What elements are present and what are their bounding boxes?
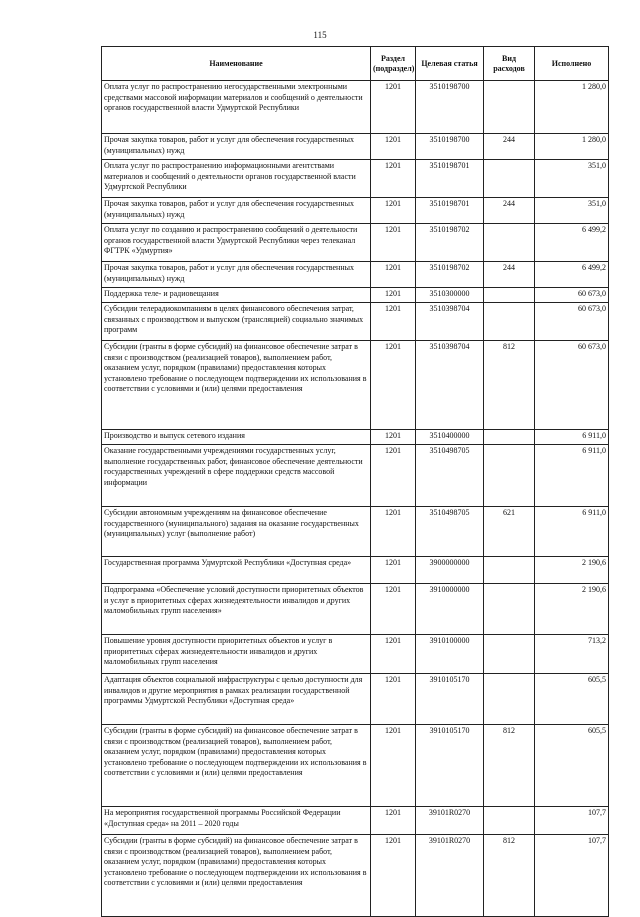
table-row [102, 81, 609, 134]
cell-name: Субсидии автономным учреждениям на финансовое обеспечение государственного (муниципального) задания на оказание государственных (муниципальных) услуг (выполнение работ) [102, 507, 371, 557]
cell-name: Прочая закупка товаров, работ и услуг для обеспечения государственных (муниципальных) нужд [102, 134, 371, 160]
cell-name: Подпрограмма «Обеспечение условий доступности приоритетных объектов и услуг в приоритетных сферах жизнедеятельности инвалидов и других маломобильных групп населения» [102, 584, 371, 635]
cell-target: 3510498705 [416, 507, 484, 557]
cell-expense-type: 812 [484, 341, 535, 430]
cell-name: Субсидии (гранты в форме субсидий) на финансовое обеспечение затрат в связи с производством (реализацией товаров), выполнением работ, оказанием услуг, порядком (правилами) предоставления которых установлено требование о последующем подтверждении их использования в соответствии с условиями и (или) целями предоставления [102, 341, 371, 430]
cell-executed: 351,0 [535, 198, 609, 224]
cell-name: Производство и выпуск сетевого издания [102, 430, 371, 445]
table-row [102, 674, 609, 725]
cell-target: 3510198702 [416, 224, 484, 262]
cell-expense-type [484, 674, 535, 725]
cell-section: 1201 [371, 725, 416, 807]
cell-target: 3910105170 [416, 674, 484, 725]
cell-section: 1201 [371, 341, 416, 430]
cell-name: Субсидии телерадиокомпаниям в целях финансового обеспечения затрат, связанных с производством и выпуском (трансляцией) социально значимых программ [102, 303, 371, 341]
table-row [102, 445, 609, 507]
table-row [102, 807, 609, 835]
cell-executed: 713,2 [535, 635, 609, 674]
cell-executed: 60 673,0 [535, 288, 609, 303]
cell-section: 1201 [371, 224, 416, 262]
cell-target: 3910105170 [416, 725, 484, 807]
table-row [102, 725, 609, 807]
cell-name: Оплата услуг по распространению информационными агентствами материалов и сообщений о деятельности органов государственной власти Удмуртской Республики [102, 160, 371, 198]
cell-target: 3910000000 [416, 584, 484, 635]
cell-target: 3510198701 [416, 160, 484, 198]
cell-executed: 107,7 [535, 807, 609, 835]
cell-section: 1201 [371, 303, 416, 341]
cell-section: 1201 [371, 507, 416, 557]
page-number: 115 [313, 30, 327, 40]
header-expense-type: Вид расходов [484, 47, 535, 81]
table-header [102, 47, 609, 81]
cell-expense-type: 812 [484, 835, 535, 917]
cell-expense-type [484, 807, 535, 835]
cell-expense-type [484, 224, 535, 262]
table-row [102, 303, 609, 341]
cell-target: 3510400000 [416, 430, 484, 445]
cell-executed: 107,7 [535, 835, 609, 917]
cell-target: 3900000000 [416, 557, 484, 584]
cell-target: 3510498705 [416, 445, 484, 507]
cell-target: 3510300000 [416, 288, 484, 303]
cell-executed: 60 673,0 [535, 303, 609, 341]
budget-execution-table [101, 46, 609, 917]
cell-section: 1201 [371, 445, 416, 507]
cell-expense-type: 244 [484, 198, 535, 224]
header-section: Раздел (подраздел) [371, 47, 416, 81]
cell-expense-type: 812 [484, 725, 535, 807]
cell-target: 39101R0270 [416, 835, 484, 917]
cell-section: 1201 [371, 134, 416, 160]
cell-name: Оплата услуг по созданию и распространению сообщений о деятельности органов государственной власти Удмуртской Республики через телеканал ФГТРК «Удмуртия» [102, 224, 371, 262]
cell-section: 1201 [371, 81, 416, 134]
cell-expense-type [484, 303, 535, 341]
cell-expense-type: 244 [484, 262, 535, 288]
cell-name: Прочая закупка товаров, работ и услуг для обеспечения государственных (муниципальных) нужд [102, 262, 371, 288]
cell-section: 1201 [371, 160, 416, 198]
cell-name: Субсидии (гранты в форме субсидий) на финансовое обеспечение затрат в связи с производством (реализацией товаров), выполнением работ, оказанием услуг, порядком (правилами) предоставления которых установлено требование о последующем подтверждении их использования в соответствии с условиями и (или) целями предоставления [102, 835, 371, 917]
cell-expense-type [484, 288, 535, 303]
cell-executed: 6 911,0 [535, 445, 609, 507]
cell-target: 39101R0270 [416, 807, 484, 835]
cell-target: 3510198700 [416, 81, 484, 134]
cell-section: 1201 [371, 557, 416, 584]
table-row [102, 198, 609, 224]
cell-executed: 6 499,2 [535, 224, 609, 262]
cell-expense-type: 244 [484, 134, 535, 160]
table-row [102, 262, 609, 288]
cell-expense-type [484, 445, 535, 507]
cell-name: На мероприятия государственной программы Российской Федерации «Доступная среда» на 2011 – 2020 годы [102, 807, 371, 835]
table-row [102, 160, 609, 198]
cell-section: 1201 [371, 807, 416, 835]
cell-section: 1201 [371, 198, 416, 224]
cell-executed: 351,0 [535, 160, 609, 198]
table-row [102, 507, 609, 557]
header-row [102, 47, 609, 81]
table-row [102, 430, 609, 445]
cell-expense-type [484, 635, 535, 674]
cell-section: 1201 [371, 288, 416, 303]
cell-name: Оказание государственными учреждениями государственных услуг, выполнение государственных работ, финансовое обеспечение деятельности государственных учреждений в сфере поддержки средств массовой информации [102, 445, 371, 507]
cell-name: Государственная программа Удмуртской Республики «Доступная среда» [102, 557, 371, 584]
cell-expense-type: 621 [484, 507, 535, 557]
cell-executed: 605,5 [535, 674, 609, 725]
cell-executed: 6 911,0 [535, 430, 609, 445]
cell-section: 1201 [371, 262, 416, 288]
cell-executed: 6 499,2 [535, 262, 609, 288]
table-body [102, 81, 609, 917]
cell-expense-type [484, 81, 535, 134]
cell-executed: 2 190,6 [535, 557, 609, 584]
table-row [102, 557, 609, 584]
cell-name: Субсидии (гранты в форме субсидий) на финансовое обеспечение затрат в связи с производством (реализацией товаров), выполнением работ, оказанием услуг, порядком (правилами) предоставления которых установлено требование о последующем подтверждении их использования в соответствии с условиями и (или) целями предоставления [102, 725, 371, 807]
cell-name: Повышение уровня доступности приоритетных объектов и услуг в приоритетных сферах жизнедеятельности инвалидов и других маломобильных групп населения [102, 635, 371, 674]
cell-expense-type [484, 160, 535, 198]
table-row [102, 341, 609, 430]
cell-section: 1201 [371, 430, 416, 445]
cell-executed: 1 280,0 [535, 134, 609, 160]
cell-expense-type [484, 584, 535, 635]
cell-expense-type [484, 557, 535, 584]
cell-executed: 60 673,0 [535, 341, 609, 430]
cell-name: Прочая закупка товаров, работ и услуг для обеспечения государственных (муниципальных) нужд [102, 198, 371, 224]
cell-target: 3510198700 [416, 134, 484, 160]
cell-target: 3910100000 [416, 635, 484, 674]
cell-executed: 2 190,6 [535, 584, 609, 635]
cell-target: 3510398704 [416, 303, 484, 341]
table-row [102, 288, 609, 303]
table-row [102, 635, 609, 674]
cell-target: 3510398704 [416, 341, 484, 430]
cell-section: 1201 [371, 584, 416, 635]
header-executed: Исполнено [535, 47, 609, 81]
cell-name: Оплата услуг по распространению негосударственными электронными средствами массовой информации материалов и сообщений о деятельности органов государственной власти Удмуртской Республики [102, 81, 371, 134]
cell-executed: 605,5 [535, 725, 609, 807]
header-target: Целевая статья [416, 47, 484, 81]
cell-name: Адаптация объектов социальной инфраструктуры с целью доступности для инвалидов и другие мероприятия в рамках реализации государственной программы Удмуртской Республики «Доступная среда» [102, 674, 371, 725]
cell-executed: 1 280,0 [535, 81, 609, 134]
cell-section: 1201 [371, 835, 416, 917]
table-row [102, 584, 609, 635]
table-row [102, 835, 609, 917]
table-row [102, 134, 609, 160]
table-row [102, 224, 609, 262]
cell-section: 1201 [371, 635, 416, 674]
cell-target: 3510198702 [416, 262, 484, 288]
cell-name: Поддержка теле- и радиовещания [102, 288, 371, 303]
cell-target: 3510198701 [416, 198, 484, 224]
cell-expense-type [484, 430, 535, 445]
cell-executed: 6 911,0 [535, 507, 609, 557]
header-name: Наименование [102, 47, 371, 81]
cell-section: 1201 [371, 674, 416, 725]
